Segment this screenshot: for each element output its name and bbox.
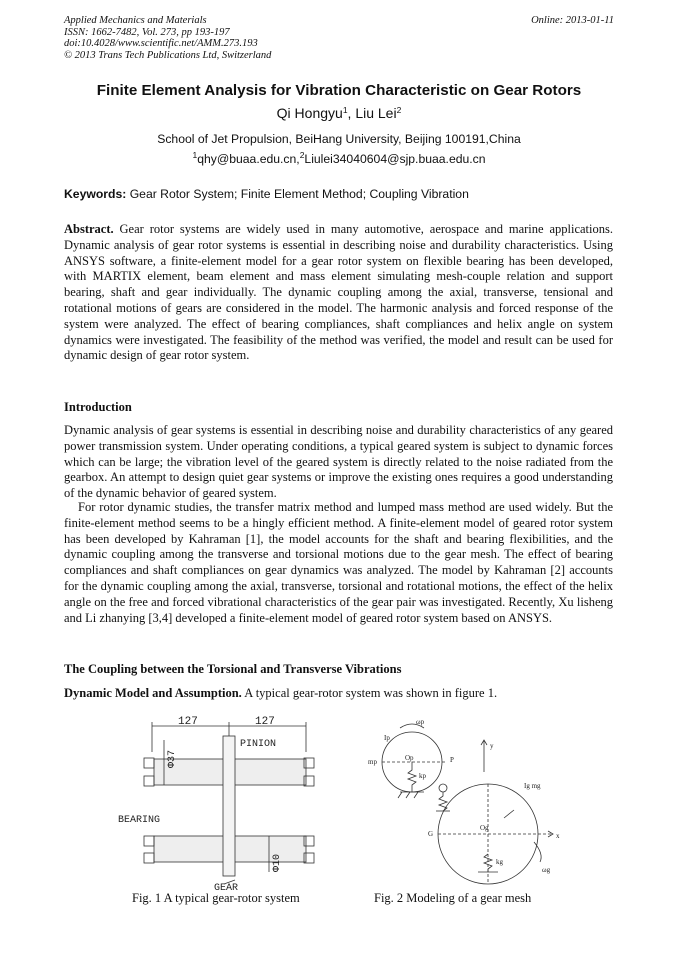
fig2-mp: mp [368,758,377,766]
journal-issn: ISSN: 1662-7482, Vol. 273, pp 193-197 [64,26,230,38]
journal-doi[interactable]: doi:10.4028/www.scientific.net/AMM.273.193 [64,38,258,49]
figure-2-gear-mesh-model [360,712,580,890]
email-2-sup: 2 [299,150,305,160]
figure-1-gear-rotor-diagram [112,712,332,892]
keywords-label: Keywords: [64,187,127,201]
email-1[interactable]: qhy@buaa.edu.cn, [197,152,300,166]
fig2-ig: Ig mg [524,782,541,790]
introduction-paragraph-1: Dynamic analysis of gear systems is essential in describing noise and durability characteristics of any geared power transmission system. Under operating conditions, a typical geared system is subject to dynamic forces which can be large; the vibration level of the geared system is directly related to the noise radiated from the gearbox. An attempt to design quiet gear systems or improve the existing ones requires a good understanding of the dynamic behavior of geared system. [64,423,613,501]
introduction-paragraph-2: For rotor dynamic studies, the transfer matrix method and lumped mass method are used widely. But the finite-element method seems to be a hingly efficient method. A finite-element model of geared rotor system has been developed by Kahraman [1], the model accounts for the shaft and bearing flexibilities, and the dynamic coupling among the transverse and torsional motions due to the gear mesh. The effect of bearing compliances and shaft compliances on gear dynamics was analyzed. The model by Kahraman [2] accounts for the dynamic coupling among the axial, transverse, torsional and rotational motions, the effect of the helix angle on the free and forced vibrational characteristics of the gear pair was investigated. Recently, Xu lisheng and Li zhanying [3,4] developed a finite-element model of geared rotor system based on ANSYS. [64,500,613,625]
keywords [64,187,469,201]
fig1-gear-label: GEAR [214,883,239,892]
fig2-y: y [490,742,494,750]
affiliation: School of Jet Propulsion, BeiHang University, Beijing 100191,China [157,132,521,146]
email-1-sup: 1 [192,150,198,160]
author-emails [0,152,678,166]
journal-name: Applied Mechanics and Materials [64,15,207,26]
fig2-kp: kp [419,772,426,780]
fig1-dim-left: 127 [178,716,198,728]
fig1-dia-bottom: Φ10 [272,853,283,872]
online-date: Online: 2013-01-11 [531,15,614,26]
abstract-text: Gear rotor systems are widely used in many automotive, aerospace and marine applications. Dynamic analysis of gear rotor systems is essential in describing noise and durability characteristics. Using ANSYS software, a finite-element model for a gear rotor system on flexible bearing has been developed, with MARTIX element, beam element and mass element simulating mesh-couple relation and support bearing, shaft and gear individually. The dynamic coupling among the axial, transverse, tensional and rotational motions of gears are considered in the model. The harmonic analysis and forced response of the system were analyzed. The effect of bearing compliances, shaft compliances and helix angle on system dynamics were investigated. The feasibility of the method was verified, the model and result can be used for dynamic design of gear rotor system. [64,222,613,363]
fig2-omega-p: ωp [416,718,425,726]
dynamic-model-text: A typical gear-rotor system was shown in figure 1. [241,686,498,700]
author-separator: , [347,105,356,121]
dynamic-model-label: Dynamic Model and Assumption. [64,686,242,700]
abstract-label: Abstract. [64,222,114,236]
fig1-dia-top: Φ37 [167,749,178,768]
abstract [64,222,613,364]
fig2-op: Op [405,754,414,762]
fig1-dim-right: 127 [255,716,275,728]
journal-copyright: © 2013 Trans Tech Publications Ltd, Switzerland [64,49,272,61]
fig2-g: G [428,830,434,838]
paper-title: Finite Element Analysis for Vibration Characteristic on Gear Rotors [96,82,582,99]
fig2-x: x [556,832,560,840]
coupling-heading: The Coupling between the Torsional and Transverse Vibrations [64,662,402,676]
figure-2-caption: Fig. 2 Modeling of a gear mesh [374,891,532,905]
figure-1-caption: Fig. 1 A typical gear-rotor system [132,891,300,905]
fig2-omega-g: ωg [542,866,551,874]
fig1-pinion-label: PINION [240,739,277,750]
fig2-ip: Ip [384,734,390,742]
fig2-p: P [450,756,454,764]
author-1-sup: 1 [342,105,348,115]
fig1-bearing-label: BEARING [118,815,161,826]
author-list [0,105,678,121]
dynamic-model-paragraph [64,686,497,701]
author-2-sup: 2 [396,105,402,115]
journal-header [64,15,271,61]
email-2[interactable]: Liulei34040604@sjp.buaa.edu.cn [304,152,486,166]
introduction-heading: Introduction [64,400,132,414]
keywords-text: Gear Rotor System; Finite Element Method; Coupling Vibration [126,187,469,201]
author-1: Qi Hongyu [276,105,343,121]
fig2-kg: kg [496,858,503,866]
fig2-og: Og [480,824,489,832]
author-2: Liu Lei [355,105,397,121]
